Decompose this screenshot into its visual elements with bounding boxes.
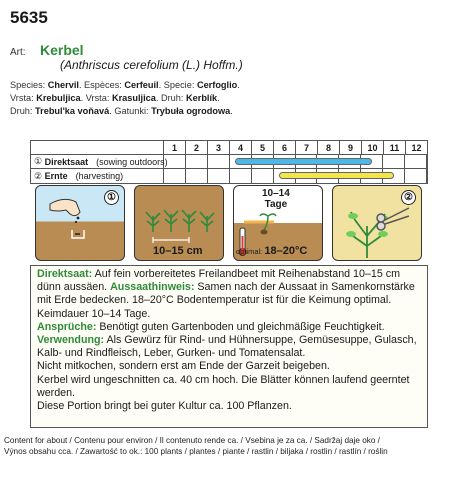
harvest-pictogram (332, 185, 422, 261)
cooking-note: Nicht mitkochen, sondern erst am Ende der Garzeit beigeben. (37, 360, 330, 373)
name-language-label: . (237, 80, 240, 90)
names-line (10, 105, 240, 118)
month-cell (405, 169, 427, 183)
name-language-label: . Druh: (155, 93, 186, 104)
translated-names (10, 79, 240, 119)
name-translation: Krasuljica (111, 93, 156, 104)
period-bar (279, 172, 394, 179)
calendar-row-sowing (31, 155, 427, 169)
month-header: 6 (274, 141, 296, 154)
latin-name: (Anthriscus cerefolium (L.) Hoffm.) (60, 58, 243, 72)
name-language-label: Druh: (10, 106, 36, 117)
description-box (30, 265, 428, 428)
name-translation: Trybuła ogrodowa (151, 106, 231, 117)
sowing-label: Direktsaat (44, 156, 89, 167)
sowing-step-number: ① (34, 156, 43, 166)
month-cell (208, 169, 230, 183)
plant-name: Kerbel (40, 42, 84, 58)
month-cell (230, 169, 252, 183)
name-language-label: Species: (10, 80, 48, 90)
germination-days: 10–14 Tage (262, 188, 290, 210)
direct-sowing-paragraph: Direktsaat: Auf fein vorbereitetes Freilandbeet mit Reihenabstand 10–15 cm dünn aussäen. Aussaathinweis: Samen nach der Aussaat in Samenkornstärke mit Erde bedecken. 18–20°C Bodentemperatur ist für die Keimung optimal. Keimdauer 10–14 Tage. (37, 268, 415, 320)
name-translation: Krebuljica (36, 93, 81, 104)
optimal-temp: optimal: 18–20°C (236, 245, 308, 257)
names-line (10, 79, 240, 92)
harvest-sublabel: (harvesting) (75, 171, 124, 181)
step-two-badge: ② (401, 190, 416, 205)
name-translation: Chervil (47, 80, 79, 90)
requirements-paragraph: Ansprüche: Benötigt guten Gartenboden und gleichmäßige Feuchtigkeit. (37, 320, 385, 333)
month-cell (208, 155, 230, 168)
pictogram-strip (35, 185, 422, 261)
month-header: 12 (411, 142, 422, 153)
month-header: 3 (208, 141, 230, 154)
name-translation: Trebul'ka voňavá (35, 106, 110, 117)
name-language-label: . Gatunki: (109, 106, 152, 117)
name-translation: Cerfoglio (196, 80, 238, 90)
name-language-label: . Vrsta: (80, 93, 112, 104)
month-header: 10 (362, 141, 384, 154)
name-language-label: . (230, 106, 233, 117)
step-one-badge: ① (104, 190, 119, 205)
height-note: Kerbel wird ungeschnitten ca. 40 cm hoch. Die Blätter können laufend geerntet werden. (37, 373, 410, 399)
calendar-row-harvest (31, 169, 427, 183)
scissors-harvest-icon (333, 186, 422, 261)
harvest-label: Ernte (44, 171, 68, 181)
name-language-label: . Specie: (158, 80, 197, 90)
period-bar (235, 158, 372, 165)
product-code: 5635 (10, 8, 48, 27)
month-header: 9 (340, 141, 362, 154)
usage-paragraph: Verwendung: Als Gewürz für Rind- und Hühnersuppe, Gemüsesuppe, Gulasch, Kalb- und Rindfleisch, Leber, Gurken- und Tomatensalat. (37, 334, 417, 360)
content-footer (4, 435, 452, 457)
germination-pictogram (233, 185, 323, 261)
month-cell (405, 155, 427, 168)
month-header: 11 (384, 141, 406, 154)
hand-sowing-icon (36, 186, 125, 261)
names-line (10, 92, 240, 105)
month-header: 8 (318, 141, 340, 154)
month-header: 2 (186, 141, 208, 154)
month-cell (186, 169, 208, 183)
harvest-step-number: ② (34, 170, 43, 181)
footer-line-2: Výnos obsahu cca. / Zawartość to ok.: 100 plants / plantes / piante / rastlin / biljaka / rostlin / rastlín / roślin (4, 447, 388, 456)
month-header: 1 (164, 141, 186, 154)
row-spacing-text: 10–15 cm (153, 245, 203, 257)
month-header: 7 (296, 141, 318, 154)
name-translation: Cerfeuil (124, 80, 159, 90)
sowing-sublabel: (sowing outdoors) (96, 156, 168, 167)
art-label: Art: (10, 47, 26, 58)
name-language-label: . (217, 93, 220, 104)
species-header (10, 42, 84, 58)
sowing-calendar (30, 140, 428, 184)
name-language-label: Vrsta: (10, 93, 37, 104)
name-translation: Kerblík (186, 93, 218, 104)
calendar-header (31, 141, 427, 155)
month-cell (186, 155, 208, 168)
month-header: 4 (230, 141, 252, 154)
footer-line-1: Content for about / Contenu pour environ / Il contenuto rende ca. / Vsebina je za ca. / Sadržaj daje oko / (4, 436, 380, 445)
spacing-pictogram (134, 185, 224, 261)
month-cell (252, 169, 274, 183)
month-cell (164, 169, 186, 183)
month-cell (164, 155, 186, 168)
sowing-pictogram (35, 185, 125, 261)
name-language-label: . Espèces: (78, 80, 125, 90)
month-header: 5 (252, 141, 274, 154)
yield-note: Diese Portion bringt bei guter Kultur ca. 100 Pflanzen. (37, 400, 292, 413)
month-cell (383, 155, 405, 168)
